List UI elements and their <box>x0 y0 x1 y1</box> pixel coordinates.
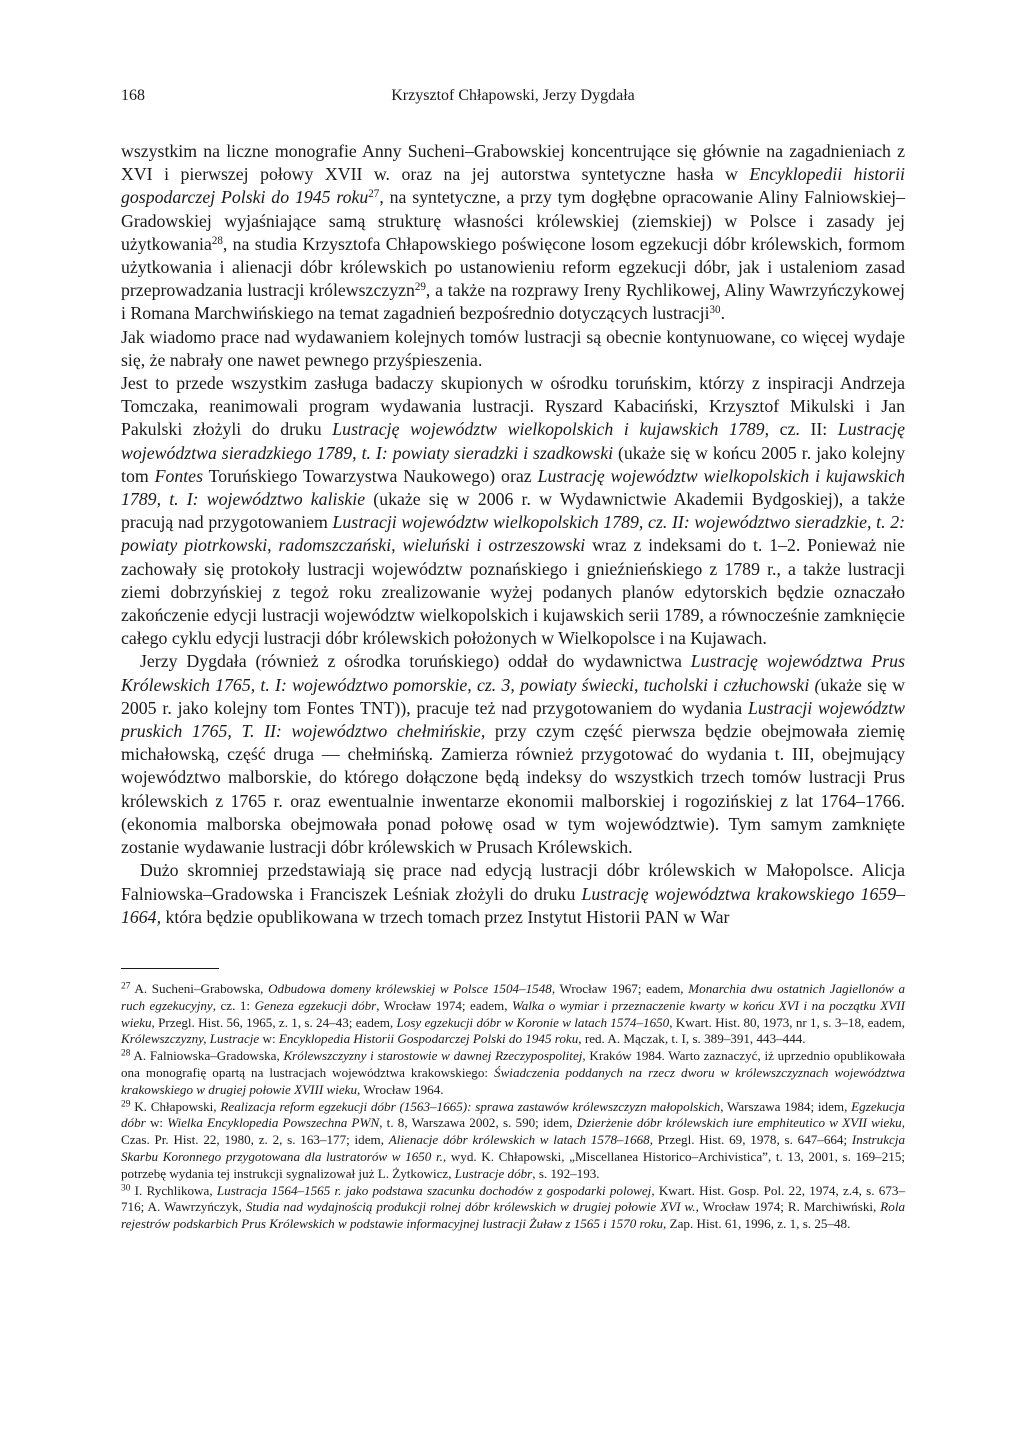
footnote <box>121 1183 905 1233</box>
text-run: , Kwart. Hist. 80, 1973, nr 1, s. 3–18, eadem, <box>669 1014 906 1030</box>
text-run: (ukaże się w 2006 r. w Wydawnictwie Akademii Bydgoskiej), a także pracują nad przygotowaniem <box>121 489 905 533</box>
text-run: wraz z indeksami do t. 1–2. Ponieważ nie zachowały się protokoły lustracji województw poznańskiego i gnieźnieńskiego z 1789 r., a także lustracji ziemi dobrzyńskiej z tegoż roku zrealizowanie wyżej podanych planów edytorskich będzie oznaczało zakończenie edycji lustracji województw wielkopolskich i kujawskich serii 1789, a równocześnie zamknięcie całego cyklu edycji lustracji dóbr królewskich położonych w Wielkopolsce i na Kujawach. <box>121 535 905 649</box>
text-run: , Czas. Pr. Hist. 22, 1980, z. 2, s. 163–177; idem, <box>121 1115 906 1148</box>
text-run: K. Chłapowski, <box>130 1098 221 1114</box>
italic-text: Lustracji województw wielkopolskich 1789, cz. II: województwo sieradzkie, t. 2: powiaty piotrkowski, radomszczański, wieluński i ostrzeszowski <box>121 512 906 556</box>
text-run: , na studia Krzysztofa Chłapowskiego poświęcone losom egzekucji dóbr królewskich, formom użytkowania i alienacji dóbr królewskich po ustanowieniu reform egzekucji dóbr, jak i ustaleniom zasad przeprowadzania lustracji królewszczyzn <box>121 233 905 301</box>
text-run: , na syntetyczne, a przy tym dogłębne opracowanie Aliny Falniowskiej–Gradowskiej wyjaśniające samą strukturę własności królewskiej (ziemskiej) w Polsce i zasady jej użytkowania <box>121 187 905 254</box>
text-run: , Warszawa 1984; idem, <box>720 1098 852 1114</box>
footnote-separator <box>121 968 219 969</box>
italic-text: Losy egzekucji dóbr w Koronie w latach 1574–1650 <box>396 1014 670 1030</box>
text-run: , Wrocław 1967; eadem, <box>551 981 689 996</box>
running-head <box>121 86 905 106</box>
italic-text: Królewszczyzny i starostowie w dawnej Rzeczypospolitej <box>283 1048 583 1064</box>
italic-text: Lustrację województw wielkopolskich i kujawskich 1789 <box>332 419 765 440</box>
italic-text: Studia nad wydajnością produkcji rolnej dóbr królewskich w drugiej połowie XVI w. <box>245 1199 696 1215</box>
italic-text: Rola rejestrów podskarbich Prus Królewskich w podstawie informacyjnej lustracji Żuław z 1565 i 1570 roku, <box>121 1199 906 1232</box>
footnote-number: 28 <box>121 1048 131 1059</box>
text-run: A. Sucheni–Grabowska, <box>130 981 269 996</box>
text-run: w: <box>259 1031 279 1047</box>
text-run: Jest to przede wszystkim zasługa badaczy skupionych w ośrodku toruńskim, którzy z inspiracji Andrzeja Tomczaka, reanimowali program wydawania lustracji. Ryszard Kabaciński, Krzysztof Mikulski i Jan Pakulski złożyli do druku <box>121 373 905 440</box>
text-run: I. Rychlikowa, <box>130 1182 217 1198</box>
italic-text: Encyklopedia Historii Gospodarczej Polski do 1945 roku, <box>278 1031 582 1047</box>
text-run: . <box>720 303 726 324</box>
text-run: , wyd. K. Chłapowski, „Miscellanea Historico–Archivistica”, t. 13, 2001, s. 169–215; potrzebę wydania tej instrukcji sygnalizował już L. Żytkowicz, <box>121 1148 905 1181</box>
text-run: , cz. II: <box>764 419 838 440</box>
italic-text: Encyklopedii historii gospodarczej Polski do 1945 roku <box>121 164 905 208</box>
italic-text: Monarchia dwu ostatnich Jagiellonów a ruch egzekucyjny <box>121 981 906 1013</box>
text-run: , Przegl. Hist. 56, 1965, z. 1, s. 24–43; eadem, <box>151 1014 397 1030</box>
italic-text: Królewszczyzny, Lustracje <box>121 1031 260 1047</box>
paragraph <box>121 650 905 859</box>
paragraph <box>121 140 905 326</box>
text-run: A. Falniowska–Gradowska, <box>130 1048 284 1064</box>
text-run: , Wrocław 1974; eadem, <box>376 997 512 1013</box>
text-run: Jerzy Dygdała (również z ośrodka toruńskiego) oddał do wydawnictwa <box>140 651 691 672</box>
body-text <box>121 140 905 929</box>
text-run: Jak wiadomo prace nad wydawaniem kolejnych tomów lustracji są obecnie kontynuowane, co więcej wydaje się, że nabrały one nawet pewnego przyśpieszenia. <box>121 326 905 370</box>
page-number: 168 <box>121 87 145 104</box>
italic-text: Świadczenia poddanych na rzecz dworu w królewszczyznach województwa krakowskiego w drugiej połowie XVIII wieku <box>121 1064 905 1097</box>
italic-text: Lustracje dóbr <box>454 1165 533 1181</box>
paragraph <box>121 372 905 650</box>
footnotes <box>121 981 905 1233</box>
text-run: Przegl. Hist. 69, 1978, s. 647–664; <box>653 1132 852 1148</box>
italic-text: Lustracja 1564–1565 r. jako podstawa szacunku dochodów z gospodarki polowej, <box>216 1182 655 1198</box>
text-run: , Kraków 1984. Warto zaznaczyć, iż uprzednio opublikowała ona monografię opartą na lustracjach województwa krakowskiego: <box>121 1048 905 1080</box>
footnote-number: 27 <box>121 981 131 992</box>
text-run: Dużo skromniej przedstawiają się prace nad edycją lustracji dóbr królewskich w Małopolsce. Alicja Falniowska–Gradowska i Franciszek Leśniak złożyli do druku <box>121 860 905 904</box>
text-run: , cz. 1: <box>212 997 255 1013</box>
footnote <box>121 1048 905 1098</box>
footnote-number: 29 <box>121 1098 131 1109</box>
text-run: , s. 192–193. <box>532 1165 600 1181</box>
text-run: przy czym część pierwsza będzie obejmowała ziemię michałowską, część druga — chełmińską. Zamierza również przygotować do wydania t. III, obejmujący województwo malborskie, do którego dołączone będą indeksy do wszystkich trzech tomów lustracji Prus królewskich z 1765 r. oraz ewentualnie inwentarze ekonomii malborskiej i rogozińskiej z lat 1764–1766. (ekonomia malborska obejmowała ponad połowę osad w tym województwie). Tym samym zamknięte zostanie wydawanie lustracji dóbr królewskich w Prusach Królewskich. <box>121 721 905 858</box>
text-run: (ukaże się w końcu 2005 r. jako kolejny tom <box>121 442 905 486</box>
header-authors: Krzysztof Chłapowski, Jerzy Dygdała <box>391 87 635 104</box>
italic-text: Fontes <box>154 465 203 486</box>
footnote-reference: 27 <box>368 188 380 201</box>
italic-text: Lustrację województwa sieradzkiego 1789, t. I: powiaty sieradzki i szadkowski <box>121 419 906 463</box>
text-run: , t. 8, Warszawa 2002, s. 590; idem, <box>379 1115 577 1131</box>
text-run: , Wrocław 1974; R. Marchiwński, <box>695 1199 881 1215</box>
text-run: wszystkim na liczne monografie Anny Sucheni–Grabowskiej koncentrujące się głównie na zagadnieniach z XVI i pierwszej połowy XVII w. oraz na jej autorstwa syntetyczne hasła w <box>121 141 905 185</box>
text-run: w: <box>145 1115 168 1131</box>
italic-text: Lustrację województwa krakowskiego 1659–1664, <box>121 883 906 927</box>
text-run: która będzie opublikowana w trzech tomach przez Instytut Historii PAN w War <box>161 906 730 927</box>
text-run: , a także na rozprawy Ireny Rychlikowej, Aliny Wawrzyńczykowej i Romana Marchwińskiego na temat zagadnień bezpośrednio dotyczących lustracji <box>121 280 905 324</box>
italic-text: Realizacja reform egzekucji dóbr (1563–1665): sprawa zastawów królewszczyzn małopolskich <box>220 1098 721 1114</box>
text-run: Toruńskiego Towarzystwa Naukowego) oraz <box>203 465 538 486</box>
footnote-reference: 29 <box>414 281 426 294</box>
text-run: Zap. Hist. 61, 1996, z. 1, s. 25–48. <box>666 1216 851 1232</box>
paragraph <box>121 859 905 929</box>
italic-text: Dzierżenie dóbr królewskich iure emphiteutico w XVII wieku <box>576 1115 902 1131</box>
footnote-reference: 28 <box>211 234 223 247</box>
text-run: Kwart. Hist. Gosp. Pol. 22, 1974, z.4, s. 673–716; A. Wawrzyńczyk, <box>121 1182 905 1215</box>
footnote <box>121 981 905 1048</box>
footnote-reference: 30 <box>709 304 721 317</box>
text-run: , Wrocław 1964. <box>357 1081 444 1097</box>
footnote-number: 30 <box>121 1182 131 1193</box>
italic-text: Walka o wymiar i przeznaczenie kwarty w końcu XVI i na początku XVII wieku <box>121 997 905 1030</box>
italic-text: Geneza egzekucji dóbr <box>254 997 377 1013</box>
text-run: red. A. Mączak, t. I, s. 389–391, 443–444. <box>581 1031 806 1047</box>
footnote <box>121 1099 905 1183</box>
italic-text: Instrukcja Skarbu Koronnego przygotowana dla lustratorów w 1650 r. <box>121 1132 905 1164</box>
italic-text: Lustrację województwa Prus Królewskich 1765, t. I: województwo pomorskie, cz. 3, powiaty świecki, tucholski i człuchowski ( <box>121 651 905 695</box>
paragraph <box>121 326 905 372</box>
italic-text: Lustrację województw wielkopolskich i kujawskich 1789, t. I: województwo kaliskie <box>121 465 905 510</box>
italic-text: Alienacje dóbr królewskich w latach 1578–1668, <box>388 1132 653 1148</box>
italic-text: Egzekucja dóbr <box>121 1098 905 1131</box>
italic-text: Odbudowa domeny królewskiej w Polsce 1504–1548 <box>268 981 552 996</box>
italic-text: Lustracji województw pruskich 1765, T. II: województwo chełmińskie, <box>121 697 905 742</box>
text-run: ukaże się w 2005 r. jako kolejny tom Fontes TNT)), pracuje też nad przygotowaniem do wydania <box>121 674 905 718</box>
italic-text: Wielka Encyklopedia Powszechna PWN <box>167 1115 380 1131</box>
